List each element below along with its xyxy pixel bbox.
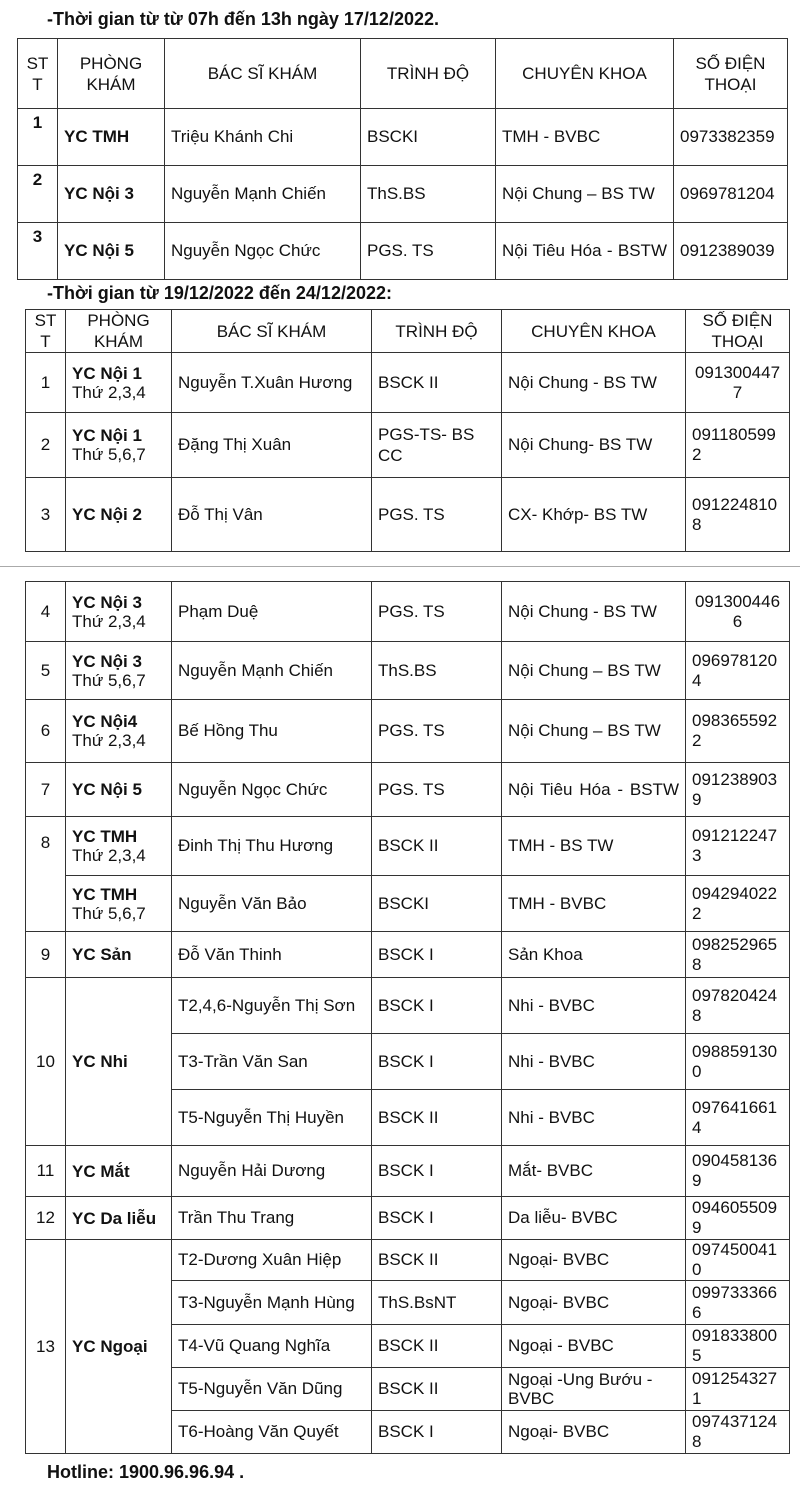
room-name: YC Nội 1 — [72, 363, 142, 383]
level-cell: BSCK II — [372, 1368, 502, 1411]
room-cell — [66, 978, 172, 1146]
specialty-cell: Ngoại - BVBC — [502, 1325, 686, 1368]
doctor-cell: Nguyễn Hải Dương — [172, 1146, 372, 1197]
level-cell: BSCKI — [361, 109, 496, 166]
level-cell: BSCK I — [372, 978, 502, 1034]
table-row — [26, 642, 790, 700]
specialty-cell: Nhi - BVBC — [502, 978, 686, 1034]
section1-heading: -Thời gian từ từ 07h đến 13h ngày 17/12/2022. — [47, 9, 439, 29]
specialty-cell: Nội Chung – BS TW — [502, 642, 686, 700]
room-cell: YC Nội 5 — [58, 223, 165, 280]
level-cell: BSCK II — [372, 1240, 502, 1281]
level-cell: BSCKI — [372, 876, 502, 932]
phone-cell: 0912543271 — [686, 1368, 790, 1411]
phone-cell: 0974371248 — [686, 1411, 790, 1454]
page-break-divider — [0, 566, 800, 567]
room-days: Thứ 2,3,4 — [72, 846, 146, 865]
specialty-cell: Ngoại -Ung Bướu - BVBC — [502, 1368, 686, 1411]
hotline-text: Hotline: 1900.96.96.94 . — [47, 1462, 245, 1482]
phone-cell: 0912122473 — [686, 817, 790, 876]
schedule-table-2 — [25, 309, 790, 552]
stt-cell: 9 — [26, 932, 66, 978]
room-name: YC Nhi — [72, 1052, 128, 1071]
room-name: YC Nội4 — [72, 712, 138, 731]
doctor-cell: Đặng Thị Xuân — [172, 413, 372, 478]
header-room: PHÒNG KHÁM — [66, 310, 172, 353]
table-row — [26, 353, 790, 413]
specialty-cell: Sản Khoa — [502, 932, 686, 978]
room-days: Thứ 5,6,7 — [72, 445, 146, 464]
room-name: YC Mắt — [72, 1161, 130, 1181]
room-cell — [66, 1197, 172, 1240]
stt-cell: 13 — [26, 1240, 66, 1454]
specialty-cell: Nhi - BVBC — [502, 1034, 686, 1090]
table-row — [26, 978, 790, 1034]
specialty-cell: TMH - BVBC — [496, 109, 674, 166]
header-specialty: CHUYÊN KHOA — [502, 310, 686, 353]
phone-cell: 0912389039 — [674, 223, 788, 280]
room-cell — [66, 478, 172, 552]
specialty-cell: TMH - BS TW — [502, 817, 686, 876]
table-header-row — [26, 310, 790, 353]
doctor-cell: T3-Nguyễn Mạnh Hùng — [172, 1281, 372, 1325]
room-cell — [66, 700, 172, 763]
stt-cell: 7 — [26, 763, 66, 817]
phone-cell: 0913004477 — [686, 353, 790, 413]
phone-cell: 0942940222 — [686, 876, 790, 932]
stt-cell: 6 — [26, 700, 66, 763]
room-cell — [66, 876, 172, 932]
specialty-cell: Nội Tiêu Hóa - BSTW — [496, 223, 674, 280]
header-phone: SỐ ĐIỆN THOẠI — [674, 39, 788, 109]
specialty-cell: Nội Chung- BS TW — [502, 413, 686, 478]
header-doctor: BÁC SĨ KHÁM — [165, 39, 361, 109]
phone-cell: 0911805992 — [686, 413, 790, 478]
specialty-cell: Ngoại- BVBC — [502, 1240, 686, 1281]
level-cell: PGS-TS- BS CC — [372, 413, 502, 478]
room-name: YC Nội 5 — [72, 780, 142, 799]
room-days: Thứ 5,6,7 — [72, 670, 146, 690]
stt-cell: 12 — [26, 1197, 66, 1240]
room-cell — [66, 817, 172, 876]
doctor-cell: Triệu Khánh Chi — [165, 109, 361, 166]
doctor-cell: T5-Nguyễn Thị Huyền — [172, 1090, 372, 1146]
table-row — [26, 1146, 790, 1197]
header-room: PHÒNG KHÁM — [58, 39, 165, 109]
section2-heading: -Thời gian từ 19/12/2022 đến 24/12/2022: — [47, 283, 392, 303]
table-header-row — [18, 39, 788, 109]
doctor-cell: Đỗ Văn Thinh — [172, 932, 372, 978]
table-row — [26, 413, 790, 478]
header-phone: SỐ ĐIỆN THOẠI — [686, 310, 790, 353]
header-stt: ST T — [18, 39, 58, 109]
level-cell: PGS. TS — [372, 478, 502, 552]
level-cell: PGS. TS — [372, 700, 502, 763]
specialty-cell: Ngoại- BVBC — [502, 1411, 686, 1454]
table-row — [26, 817, 790, 876]
header-doctor: BÁC SĨ KHÁM — [172, 310, 372, 353]
table-row — [18, 166, 788, 223]
phone-cell: 0904581369 — [686, 1146, 790, 1197]
room-cell — [66, 1146, 172, 1197]
doctor-cell: T5-Nguyễn Văn Dũng — [172, 1368, 372, 1411]
stt-cell: 5 — [26, 642, 66, 700]
header-stt: ST T — [26, 310, 66, 353]
doctor-cell: Nguyễn Văn Bảo — [172, 876, 372, 932]
table-row — [18, 109, 788, 166]
stt-cell: 2 — [18, 166, 58, 223]
table-row — [26, 700, 790, 763]
phone-cell: 0912248108 — [686, 478, 790, 552]
phone-cell: 0969781204 — [686, 642, 790, 700]
header-level: TRÌNH ĐỘ — [361, 39, 496, 109]
room-cell — [66, 582, 172, 642]
level-cell: ThS.BS — [372, 642, 502, 700]
table-row — [26, 582, 790, 642]
room-name: YC TMH — [72, 827, 138, 846]
level-cell: BSCK I — [372, 1146, 502, 1197]
table-row — [26, 478, 790, 552]
doctor-cell: Đỗ Thị Vân — [172, 478, 372, 552]
room-name: YC Nội 1 — [72, 426, 142, 445]
specialty-cell: Mắt- BVBC — [502, 1146, 686, 1197]
stt-cell: 2 — [26, 413, 66, 478]
table-row — [26, 932, 790, 978]
doctor-cell: T3-Trần Văn San — [172, 1034, 372, 1090]
phone-cell: 0912389039 — [686, 763, 790, 817]
specialty-cell: Nội Chung - BS TW — [502, 353, 686, 413]
phone-cell: 0946055099 — [686, 1197, 790, 1240]
specialty-cell: Nội Tiêu Hóa - BSTW — [502, 763, 686, 817]
room-cell — [66, 353, 172, 413]
doctor-cell: T4-Vũ Quang Nghĩa — [172, 1325, 372, 1368]
room-days: Thứ 2,3,4 — [72, 611, 146, 631]
level-cell: PGS. TS — [372, 763, 502, 817]
room-cell — [66, 763, 172, 817]
phone-cell: 0918338005 — [686, 1325, 790, 1368]
specialty-cell: Da liễu- BVBC — [502, 1197, 686, 1240]
room-name: YC Ngoại — [72, 1337, 148, 1356]
specialty-cell: Ngoại- BVBC — [502, 1281, 686, 1325]
stt-cell: 1 — [26, 353, 66, 413]
doctor-cell: Trần Thu Trang — [172, 1197, 372, 1240]
level-cell: BSCK I — [372, 1034, 502, 1090]
doctor-cell: T2-Dương Xuân Hiệp — [172, 1240, 372, 1281]
schedule-table-3 — [25, 581, 790, 1454]
level-cell: BSCK I — [372, 1411, 502, 1454]
room-name: YC TMH — [72, 884, 138, 904]
header-level: TRÌNH ĐỘ — [372, 310, 502, 353]
doctor-cell: Đinh Thị Thu Hương — [172, 817, 372, 876]
room-cell — [66, 642, 172, 700]
phone-cell: 0988591300 — [686, 1034, 790, 1090]
table-row — [26, 1240, 790, 1281]
specialty-cell: TMH - BVBC — [502, 876, 686, 932]
room-cell — [66, 413, 172, 478]
room-name: YC Nội 3 — [72, 592, 142, 612]
room-name: YC Da liễu — [72, 1208, 157, 1228]
specialty-cell: Nội Chung - BS TW — [502, 582, 686, 642]
specialty-cell: Nhi - BVBC — [502, 1090, 686, 1146]
room-days: Thứ 2,3,4 — [72, 731, 146, 750]
level-cell: ThS.BsNT — [372, 1281, 502, 1325]
doctor-cell: T6-Hoàng Văn Quyết — [172, 1411, 372, 1454]
stt-cell: 3 — [18, 223, 58, 280]
phone-cell: 0913004466 — [686, 582, 790, 642]
phone-cell: 0969781204 — [674, 166, 788, 223]
doctor-cell: T2,4,6-Nguyễn Thị Sơn — [172, 978, 372, 1034]
stt-cell: 10 — [26, 978, 66, 1146]
room-cell: YC Nội 3 — [58, 166, 165, 223]
room-days: Thứ 2,3,4 — [72, 382, 146, 402]
specialty-cell: CX- Khớp- BS TW — [502, 478, 686, 552]
level-cell: BSCK I — [372, 932, 502, 978]
phone-cell: 0983655922 — [686, 700, 790, 763]
level-cell: BSCK II — [372, 817, 502, 876]
stt-cell: 3 — [26, 478, 66, 552]
room-name: YC Sản — [72, 945, 132, 964]
table-row — [26, 763, 790, 817]
table-row — [26, 1197, 790, 1240]
room-cell — [66, 932, 172, 978]
level-cell: BSCK II — [372, 1325, 502, 1368]
phone-cell: 0974500410 — [686, 1240, 790, 1281]
doctor-cell: Nguyễn Ngọc Chức — [165, 223, 361, 280]
room-name: YC Nội 3 — [72, 651, 142, 671]
stt-cell: 1 — [18, 109, 58, 166]
doctor-cell: Nguyễn Mạnh Chiến — [172, 642, 372, 700]
phone-cell: 0973382359 — [674, 109, 788, 166]
stt-cell: 8 — [26, 817, 66, 932]
level-cell: BSCK II — [372, 1090, 502, 1146]
doctor-cell: Phạm Duệ — [172, 582, 372, 642]
doctor-cell: Nguyễn Ngọc Chức — [172, 763, 372, 817]
room-cell: YC TMH — [58, 109, 165, 166]
stt-cell: 11 — [26, 1146, 66, 1197]
doctor-cell: Bế Hồng Thu — [172, 700, 372, 763]
level-cell: ThS.BS — [361, 166, 496, 223]
phone-cell: 0976416614 — [686, 1090, 790, 1146]
doctor-cell: Nguyễn T.Xuân Hương — [172, 353, 372, 413]
table-row — [26, 876, 790, 932]
level-cell: PGS. TS — [372, 582, 502, 642]
header-specialty: CHUYÊN KHOA — [496, 39, 674, 109]
level-cell: BSCK I — [372, 1197, 502, 1240]
specialty-cell: Nội Chung – BS TW — [502, 700, 686, 763]
phone-cell: 0978204248 — [686, 978, 790, 1034]
schedule-table-1 — [17, 38, 788, 280]
room-cell — [66, 1240, 172, 1454]
room-name: YC Nội 2 — [72, 505, 142, 524]
phone-cell: 0997333666 — [686, 1281, 790, 1325]
stt-cell: 4 — [26, 582, 66, 642]
level-cell: BSCK II — [372, 353, 502, 413]
doctor-cell: Nguyễn Mạnh Chiến — [165, 166, 361, 223]
phone-cell: 0982529658 — [686, 932, 790, 978]
level-cell: PGS. TS — [361, 223, 496, 280]
table-row — [18, 223, 788, 280]
specialty-cell: Nội Chung – BS TW — [496, 166, 674, 223]
room-days: Thứ 5,6,7 — [72, 903, 146, 923]
